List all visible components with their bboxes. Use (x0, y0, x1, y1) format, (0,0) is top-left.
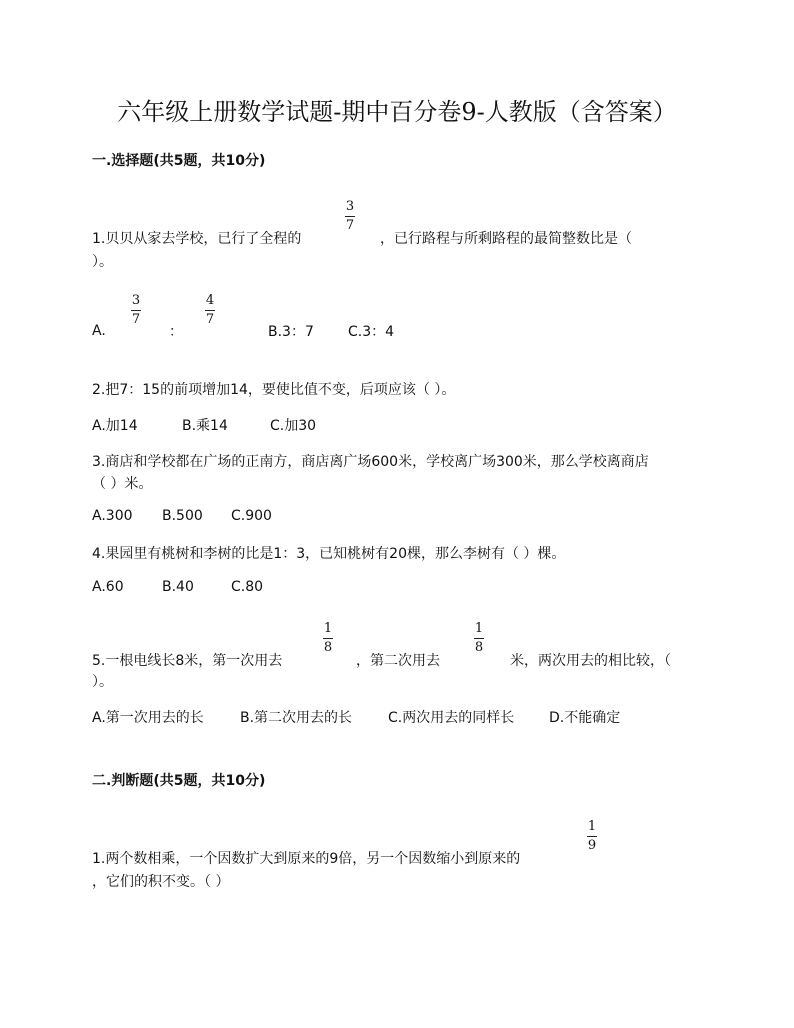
fraction-bar (323, 638, 333, 639)
j1-text-a: 1.两个数相乘，一个因数扩大到原来的9倍，另一个因数缩小到原来的 (92, 851, 521, 867)
q5-fraction-1 (323, 622, 333, 655)
fraction-denominator: 8 (323, 640, 333, 655)
q5-option-c: C.两次用去的同样长 (388, 710, 515, 726)
q5-option-a: A.第一次用去的长 (92, 710, 204, 726)
section-heading-judgment: 二.判断题(共5题，共10分) (92, 773, 266, 789)
q2-text: 2.把7：15的前项增加14，要使比值不变，后项应该（ ）。 (92, 382, 456, 398)
fraction-numerator: 1 (323, 621, 333, 636)
q4-option-a: A.60 (92, 579, 124, 595)
q4-option-b: B.40 (162, 579, 194, 595)
q3-option-c: C.900 (231, 508, 272, 524)
q5-text-a: 5.一根电线长8米，第一次用去 (92, 653, 283, 669)
q1-text-a: 1.贝贝从家去学校，已行了全程的 (92, 231, 302, 247)
fraction-numerator: 1 (474, 621, 484, 636)
q5-text-b: ，第二次用去 (356, 653, 440, 669)
q5-text-d: ）。 (92, 674, 113, 690)
q4-option-c: C.80 (231, 579, 264, 595)
q1-option-a-label: A. (92, 323, 106, 339)
q4-text: 4.果园里有桃树和李树的比是1：3，已知桃树有20棵，那么李树有（ ）棵。 (92, 546, 566, 562)
q1-option-a-separator: ： (169, 324, 183, 340)
q2-option-c: C.加30 (270, 418, 317, 434)
q1-option-a-fraction-2 (205, 294, 215, 327)
fraction-bar (205, 310, 215, 311)
section-heading-choice: 一.选择题(共5题，共10分) (92, 153, 266, 169)
fraction-denominator: 7 (131, 312, 141, 327)
fraction-bar (587, 836, 597, 837)
q3-option-b: B.500 (162, 508, 203, 524)
fraction-denominator: 9 (587, 838, 597, 853)
fraction-bar (131, 310, 141, 311)
j1-text-b: ，它们的积不变。（ ） (92, 874, 230, 890)
q3-text-a: 3.商店和学校都在广场的正南方，商店离广场600米，学校离广场300米，那么学校离商店 (92, 454, 649, 470)
q5-text-c: 米，两次用去的相比较，（ (510, 653, 671, 669)
q3-option-a: A.300 (92, 508, 133, 524)
q1-fraction (345, 200, 355, 233)
q3-text-b: （ ）米。 (92, 476, 153, 492)
fraction-numerator: 1 (587, 819, 597, 834)
fraction-bar (474, 638, 484, 639)
fraction-numerator: 3 (131, 293, 141, 308)
q5-fraction-2 (474, 622, 484, 655)
fraction-denominator: 8 (474, 640, 484, 655)
fraction-denominator: 7 (205, 312, 215, 327)
fraction-numerator: 4 (205, 293, 215, 308)
q2-option-a: A.加14 (92, 418, 138, 434)
fraction-denominator: 7 (345, 218, 355, 233)
q1-text-c: ）。 (92, 254, 113, 270)
j1-fraction (587, 820, 597, 853)
q1-option-b: B.3：7 (268, 324, 314, 340)
q1-option-a-fraction-1 (131, 294, 141, 327)
page-title: 六年级上册数学试题-期中百分卷9-人教版（含答案） (117, 98, 677, 126)
q5-option-d: D.不能确定 (549, 710, 621, 726)
q5-option-b: B.第二次用去的长 (240, 710, 353, 726)
q2-option-b: B.乘14 (182, 418, 228, 434)
fraction-bar (345, 216, 355, 217)
fraction-numerator: 3 (345, 199, 355, 214)
q1-text-b: ，已行路程与所剩路程的最简整数比是（ (380, 231, 632, 247)
q1-option-c: C.3：4 (348, 324, 395, 340)
